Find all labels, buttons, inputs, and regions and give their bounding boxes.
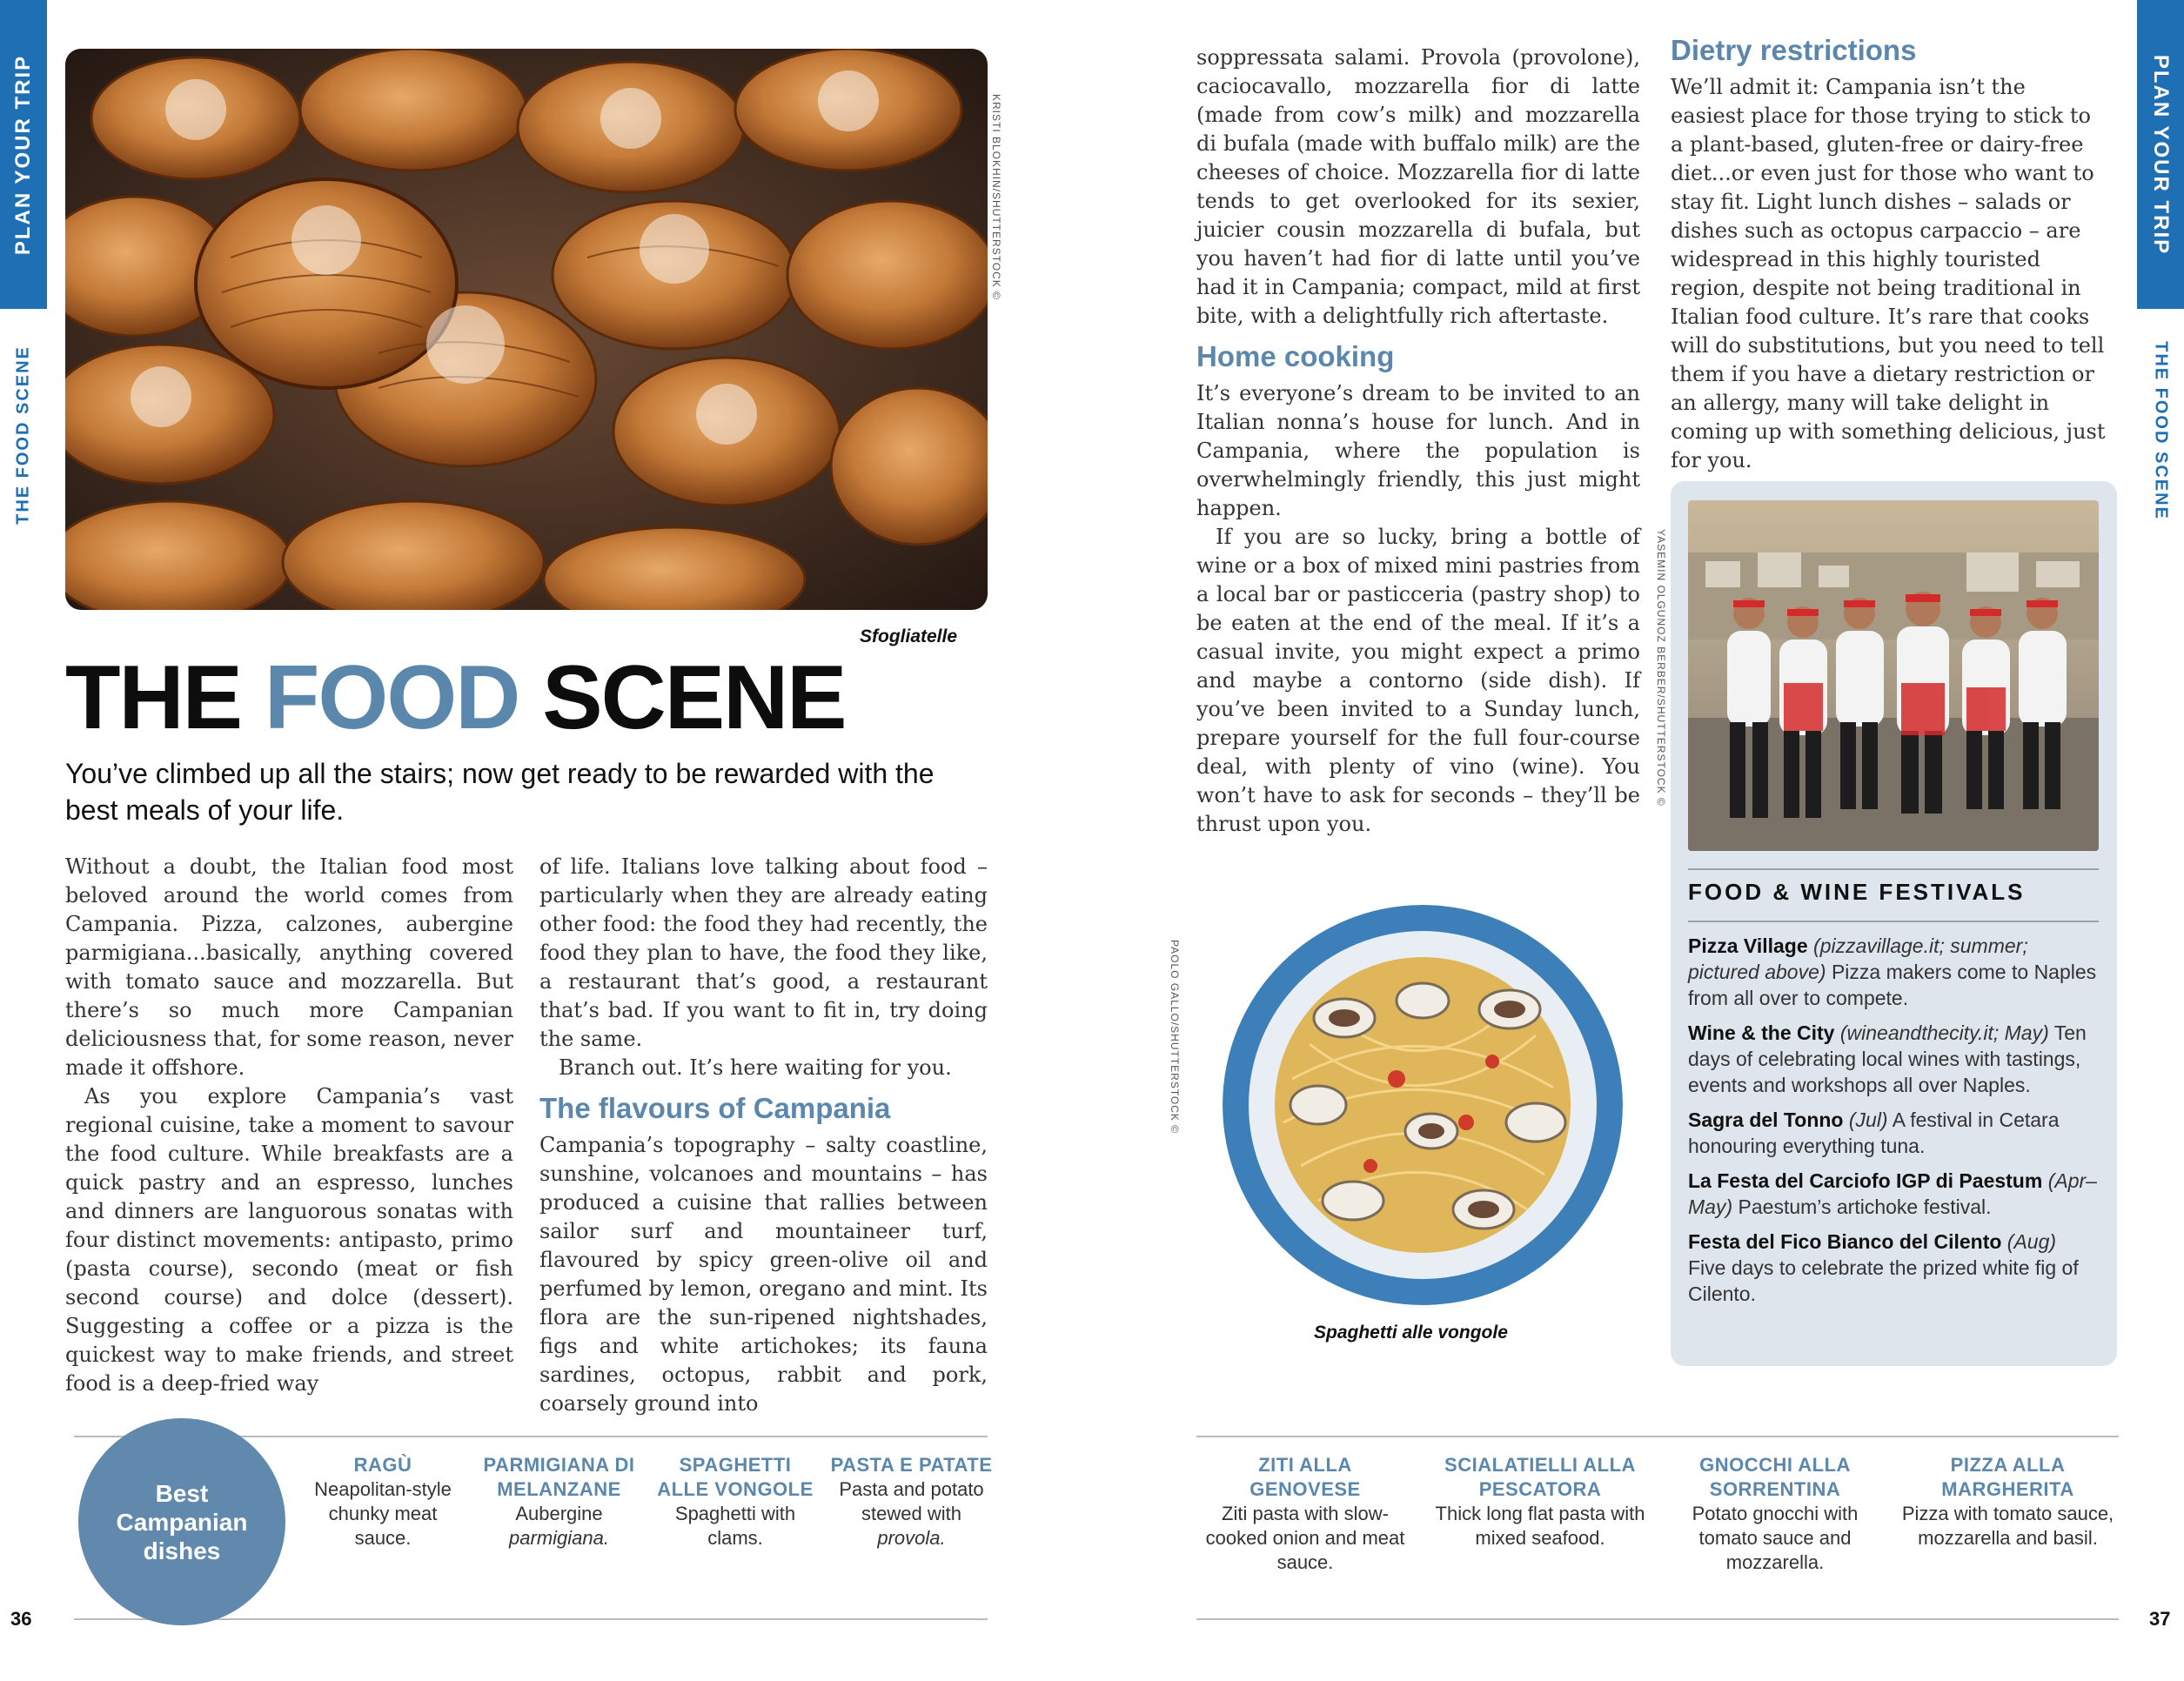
section-tab-right-label: PLAN YOUR TRIP	[2149, 54, 2173, 255]
festival-item	[1688, 1168, 2097, 1220]
festival-desc: Ten days of celebrating local wines with tastings, events and workshops all over Naples.	[1688, 1021, 2087, 1096]
paragraph: Campania’s topography – salty coastline, sunshine, volcanoes and mountains – has produced a cuisine that rallies between sailor surf and mountaineer turf, flavoured by spicy green-olive oil and perfumed by lemon, oregano and mint. Its flora are the sun-ripened nightshades, figs and white artichokes; its fauna sardines, octopus, rabbit and pork, coarsely ground into	[539, 1133, 988, 1416]
festival-meta: (pizzavillage.it; summer; pictured above)	[1688, 934, 2028, 983]
page-number-left: 36	[10, 1608, 32, 1630]
festival-meta: (Apr–May)	[1688, 1169, 2097, 1218]
dish-strip-bottom-rule	[1196, 1618, 2119, 1620]
dish-name: SCIALATIELLI ALLA PESCATORA	[1444, 1454, 1636, 1500]
dish-desc: Spaghetti with clams.	[674, 1503, 796, 1549]
paragraph: of life. Italians love talking about food – particularly when they are already eating other food: the food they had recently, the food they plan to have, the food they like, a restaurant that’s good, a restaurant that’s bad. If you want to fit in, try doing the same.	[539, 854, 988, 1051]
chapter-tab	[0, 331, 47, 539]
dish-card	[827, 1453, 996, 1550]
dish-card	[657, 1453, 814, 1550]
spaghetti-photo	[1223, 905, 1623, 1305]
festival-desc: Pizza makers come to Naples from all over to compete.	[1688, 961, 2097, 1009]
festival-name: Festa del Fico Bianco del Cilento	[1688, 1230, 2002, 1253]
body-column-1	[65, 853, 513, 1398]
dish-name: PASTA E PATATE	[830, 1454, 993, 1476]
dish-card	[305, 1453, 461, 1550]
festivals-list	[1688, 933, 2097, 1316]
festival-item	[1688, 1229, 2097, 1307]
spaghetti-caption: Spaghetti alle vongole	[1314, 1323, 1508, 1343]
festival-photo	[1688, 500, 2099, 851]
title-accent: FOOD	[264, 647, 519, 748]
dish-desc: Aubergine	[515, 1503, 603, 1524]
festival-name: Pizza Village	[1688, 934, 1808, 957]
dish-desc: Pasta and potato stewed with	[839, 1478, 984, 1524]
dish-card	[1427, 1453, 1653, 1550]
paragraph: Without a doubt, the Italian food most beloved around the world comes from Campania. Pizza, calzones, aubergine parmigiana...basically, anything covered with tomato sauce and mozzarella. But there’s so much more Campanian deliciousness that, for some reason, never made it offshore.	[65, 854, 513, 1080]
festival-item	[1688, 933, 2097, 1011]
dish-desc: Pizza with tomato sauce, mozzarella and basil.	[1901, 1503, 2114, 1549]
section-tab-label: PLAN YOUR TRIP	[11, 54, 35, 255]
paragraph: As you explore Campania’s vast regional cuisine, take a moment to savour the food culture. While breakfasts are a quick pastry and an espresso, lunches and dinners are languorous sonatas with four distinct movements: antipasto, primo (pasta course), secondo (meat or fish second course) and dolce (dessert). Suggesting a coffee or a pizza is the quickest way to make friends, and street food is a deep-fried way	[65, 1084, 513, 1396]
sfogliatelle-credit: KRISTI BLOKHIN/SHUTTERSTOCK ©	[990, 94, 1002, 300]
festival-meta: (Jul)	[1848, 1108, 1888, 1131]
festival-desc: Paestum’s artichoke festival.	[1738, 1195, 1992, 1218]
page-number-right: 37	[2149, 1608, 2171, 1630]
dish-desc: Ziti pasta with slow-cooked onion and meat sauce.	[1205, 1503, 1405, 1573]
dish-desc: Neapolitan-style chunky meat sauce.	[314, 1478, 452, 1549]
dish-name: GNOCCHI ALLA SORRENTINA	[1699, 1454, 1851, 1500]
dish-name: PARMIGIANA DI MELANZANE	[483, 1454, 635, 1500]
sfogliatelle-caption: Sfogliatelle	[860, 626, 958, 646]
paragraph: soppressata salami. Provola (provolone), caciocavallo, mozzarella fior di latte (made from cow’s milk) and mozzarella di bufala (made with buffalo milk) are the cheeses of choice. Mozzarella fior di latte tends to get overlooked for its sexier, juicier cousin mozzarella di bufala, but you haven’t had fior di latte until you’ve had it in Campania; compact, mild at first bite, with a delightfully rich aftertaste.	[1196, 45, 1640, 328]
title-part2: SCENE	[519, 647, 846, 748]
dish-desc: Thick long flat pasta with mixed seafood.	[1435, 1503, 1645, 1549]
body-column-2	[539, 853, 988, 1418]
dish-name: PIZZA ALLA MARGHERITA	[1941, 1454, 2074, 1500]
heading-home-cooking: Home cooking	[1196, 340, 1395, 372]
page-title	[65, 647, 846, 748]
dish-desc-italic: parmigiana.	[509, 1527, 609, 1549]
festivals-title: FOOD & WINE FESTIVALS	[1688, 879, 2026, 905]
dish-desc-italic: provola.	[877, 1527, 946, 1549]
festival-item	[1688, 1020, 2097, 1098]
title-part1: THE	[65, 647, 265, 748]
best-dishes-badge	[78, 1418, 285, 1625]
heading-flavours: The flavours of Campania	[539, 1092, 891, 1124]
divider	[1688, 921, 2099, 922]
paragraph: We’ll admit it: Campania isn’t the easiest place for those trying to stick to a plant-based, gluten-free or dairy-free diet...or even just for those who want to stay fit. Light lunch dishes – salads or dishes such as octopus carpaccio – are widespread in this highly touristed region, despite not being traditional in Italian food culture. It’s rare that cooks will do substitutions, but you need to tell them if you have a dietary restriction or an allergy, many will take delight in coming up with something delicious, just for you.	[1671, 75, 2106, 472]
chapter-tab-right-label: THE FOOD SCENE	[2151, 341, 2171, 520]
heading-dietary: Dietry restrictions	[1671, 34, 1917, 66]
festival-meta: (wineandthecity.it; May)	[1839, 1021, 2049, 1044]
spaghetti-credit: PAOLO GALLO/SHUTTERSTOCK ©	[1169, 940, 1181, 1135]
dish-desc: Potato gnocchi with tomato sauce and mozzarella.	[1692, 1503, 1859, 1573]
dish-strip-top-rule	[1196, 1436, 2119, 1437]
best-dishes-label: Best Campanian dishes	[116, 1479, 248, 1564]
dish-card	[1897, 1453, 2119, 1550]
paragraph: If you are so lucky, bring a bottle of wine or a box of mixed mini pastries from a local bar or pasticceria (pastry shop) to be eaten at the end of the meal. If it’s a casual invite, you might expect a primo and maybe a contorno (side dish). If you’ve been invited to a Sunday lunch, prepare yourself for the full four-course deal, with plenty of vino (wine). You won’t have to ask for seconds – they’ll be thrust upon you.	[1196, 525, 1640, 836]
dish-name: SPAGHETTI ALLE VONGOLE	[657, 1454, 814, 1500]
divider	[1688, 868, 2099, 870]
sfogliatelle-photo	[65, 49, 988, 610]
chapter-tab-label: THE FOOD SCENE	[13, 345, 33, 525]
dish-name: RAGÙ	[353, 1454, 412, 1476]
festival-name: Wine & the City	[1688, 1021, 1835, 1044]
festival-name: Sagra del Tonno	[1688, 1108, 1844, 1131]
dish-card	[1675, 1453, 1875, 1575]
body-column-4	[1671, 33, 2106, 475]
chapter-tab-right	[2137, 326, 2184, 535]
festival-item	[1688, 1107, 2097, 1159]
dish-name: ZITI ALLA GENOVESE	[1249, 1454, 1361, 1500]
paragraph: It’s everyone’s dream to be invited to an Italian nonna’s house for lunch. And in Campania, where the population is overwhelmingly friendly, this just might happen.	[1196, 381, 1640, 520]
section-tab-right	[2137, 0, 2184, 309]
dish-card	[1201, 1453, 1410, 1575]
standfirst: You’ve climbed up all the stairs; now get ready to be rewarded with the best meals of your life.	[65, 758, 935, 826]
festival-meta: (Aug)	[2006, 1230, 2057, 1253]
dish-card	[474, 1453, 644, 1550]
festival-credit: YASEMIN OLGUNOZ BERBER/SHUTTERSTOCK ©	[1655, 529, 1667, 807]
paragraph: Branch out. It’s here waiting for you.	[559, 1055, 952, 1080]
festival-desc: Five days to celebrate the prized white fig of Cilento.	[1688, 1256, 2079, 1305]
festival-desc: A festival in Cetara honouring everything tuna.	[1688, 1108, 2060, 1157]
festival-name: La Festa del Carciofo IGP di Paestum	[1688, 1169, 2043, 1192]
body-column-3	[1196, 44, 1640, 839]
section-tab	[0, 0, 47, 309]
